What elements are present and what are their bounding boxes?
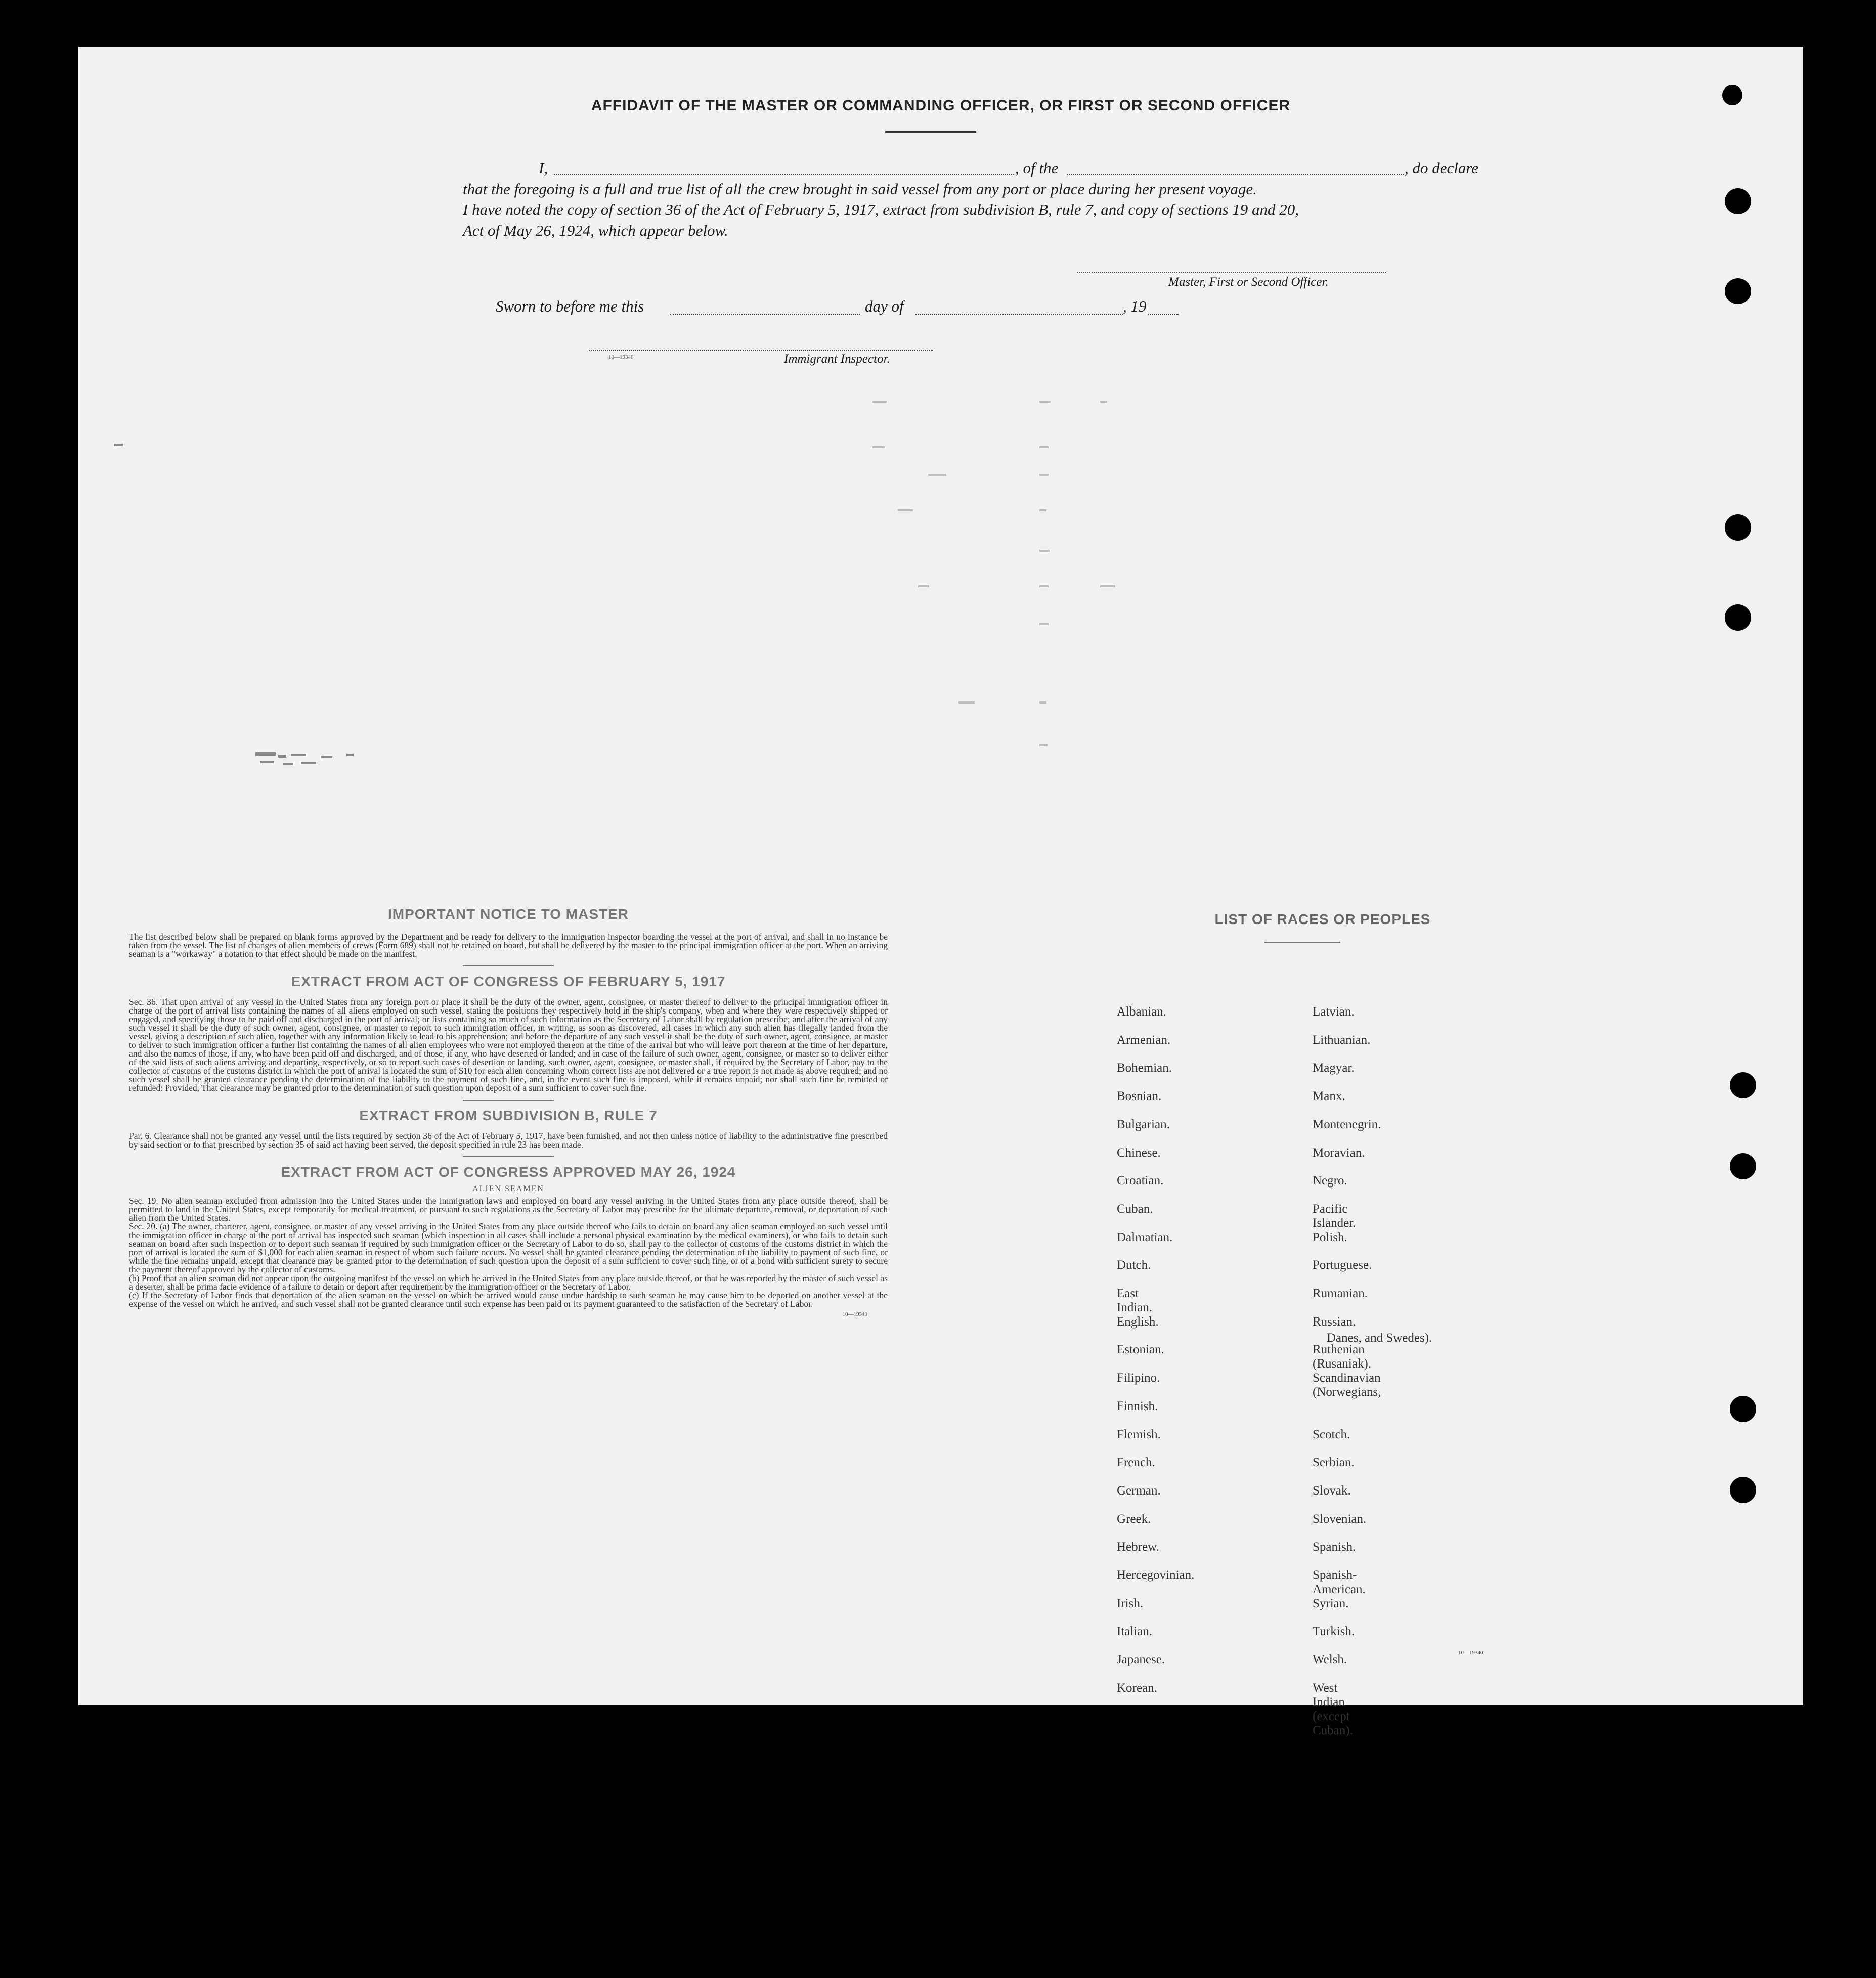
race-item: Lithuanian. [1313, 1033, 1371, 1047]
races-form-code: 10—19340 [1458, 1650, 1484, 1656]
race-item: Scotch. [1313, 1428, 1350, 1441]
divider [463, 1156, 554, 1157]
race-item: Italian. [1117, 1624, 1153, 1638]
race-item: French. [1117, 1456, 1155, 1469]
race-item: Croatian. [1117, 1174, 1164, 1188]
race-item: Pacific Islander. [1313, 1202, 1356, 1230]
affidavit-line-4: Act of May 26, 1924, which appear below. [463, 222, 728, 239]
form-page [78, 47, 1803, 1737]
race-item: Polish. [1313, 1230, 1347, 1244]
inspector-label: Immigrant Inspector. [784, 352, 890, 366]
binder-hole [1725, 188, 1751, 214]
sworn-day-of: day of [865, 297, 904, 315]
race-item: Bosnian. [1117, 1089, 1162, 1103]
race-item: Latvian. [1313, 1005, 1355, 1019]
race-item: Bohemian. [1117, 1061, 1172, 1075]
sworn-prefix: Sworn to before me this [496, 297, 644, 315]
extract-rule7-title: EXTRACT FROM SUBDIVISION B, RULE 7 [359, 1108, 658, 1123]
race-item: Scandinavian (Norwegians, [1313, 1371, 1381, 1399]
races-rule [1264, 942, 1340, 943]
affidavit-line-2: that the foregoing is a full and true list of all the crew brought in said vessel from any port or place during her present voyage. [463, 180, 1257, 198]
race-item: Spanish-American. [1313, 1568, 1366, 1596]
binder-hole [1730, 1153, 1756, 1179]
binder-hole [1725, 514, 1751, 541]
notice-title: IMPORTANT NOTICE TO MASTER [387, 906, 629, 922]
sec-20b-text: (b) Proof that an alien seaman did not appear upon the outgoing manifest of the vessel on which he arrived in the United States from any place outside thereof, or that he was reported by the master of such vessel as a deserter, shall be prima facie evidence of a failure to detain or deport after requirement by the immigration officer or the Secretary of Labor. [129, 1273, 888, 1292]
race-item: English. [1117, 1315, 1159, 1329]
sec-20a-text: Sec. 20. (a) The owner, charterer, agent, consignee, or master of any vessel arriving in the United States from any place outside thereof who fails to detain on board any alien seaman employed on such vessel until the immigration officer in charge at the port of arrival has inspected such seaman (which inspection in all cases shall include a personal physical examination by the medical examiners), or who fails to detain such seaman on board after such inspection or to deport such seaman if required by such immigration officer or the Secretary of Labor to do so, shall pay to the collector of customs of the customs district in which the port of arrival is located the sum of $1,000 for each alien seaman in respect of whom such failure occurs. No vessel shall be granted clearance pending the determination of the liability to payment of such fine, or while the fine remains unpaid, except that clearance may be granted prior to the determination of such question upon the deposit of a sum sufficient to cover such fine, or of a bond with sufficient surety to secure the payment thereof approved by the collector of customs. [129, 1221, 888, 1274]
affidavit-form-code: 10—19340 [608, 354, 634, 360]
extract-1917-title: EXTRACT FROM ACT OF CONGRESS OF FEBRUARY 5, 1917 [291, 974, 726, 989]
race-item: Syrian. [1313, 1597, 1349, 1610]
race-item: Magyar. [1313, 1061, 1355, 1075]
race-item: Welsh. [1313, 1653, 1347, 1666]
race-item: Finnish. [1117, 1399, 1158, 1413]
bleed-through-marks [78, 47, 1803, 856]
race-item: Dutch. [1117, 1258, 1151, 1272]
race-item: Slovak. [1313, 1484, 1351, 1498]
race-item-scandinavian-cont: Danes, and Swedes). [1327, 1331, 1432, 1345]
races-title: LIST OF RACES OR PEOPLES [1214, 911, 1431, 927]
race-item: Hercegovinian. [1117, 1568, 1195, 1582]
affidavit-i: I, [539, 159, 548, 177]
race-item: Montenegrin. [1313, 1118, 1381, 1131]
race-item: Dalmatian. [1117, 1230, 1173, 1244]
race-item: Japanese. [1117, 1653, 1165, 1666]
binder-hole [1725, 604, 1751, 631]
race-item: West Indian (except Cuban). [1313, 1681, 1353, 1737]
race-item: Estonian. [1117, 1343, 1164, 1356]
race-item: Spanish. [1313, 1540, 1356, 1554]
race-item: Chinese. [1117, 1146, 1161, 1160]
alien-seamen-subtitle: ALIEN SEAMEN [472, 1184, 544, 1193]
race-item: Flemish. [1117, 1428, 1161, 1441]
sec-20c-text: (c) If the Secretary of Labor finds that deportation of the alien seaman on the vessel on which he arrived would cause undue hardship to such seaman he may cause him to be deported on another vessel at the expense of the vessel on which he arrived, and such vessel shall not be granted clearance until such expense has been paid or its payment guaranteed to the satisfaction of the Secretary of Labor. [129, 1290, 888, 1309]
sec-19-text: Sec. 19. No alien seaman excluded from admission into the United States under the immigration laws and employed on board any vessel arriving in the United States from any place outside thereof, shall be permitted to land in the United States, except temporarily for medical treatment, or pursuant to such regulations as the Secretary of Labor may prescribe for the ultimate departure, removal, or deportation of such alien from the United States. [129, 1196, 888, 1223]
race-item: Ruthenian (Rusaniak). [1313, 1343, 1371, 1371]
race-item: Cuban. [1117, 1202, 1153, 1216]
extract-1924-title: EXTRACT FROM ACT OF CONGRESS APPROVED MAY 26, 1924 [281, 1164, 736, 1180]
race-item: Greek. [1117, 1512, 1151, 1526]
affidavit-title: AFFIDAVIT OF THE MASTER OR COMMANDING OFFICER, OR FIRST OR SECOND OFFICER [591, 97, 1291, 114]
binder-hole [1722, 85, 1742, 105]
race-item: Filipino. [1117, 1371, 1160, 1385]
extract-rule7-text: Par. 6. Clearance shall not be granted any vessel until the lists required by section 36 of the Act of February 5, 1917, have been furnished, and not then unless notice of liability to the administrative fine prescribed by said section or to that prescribed by section 35 of said act having been served, the deposit specified in rule 23 has been made. [129, 1131, 888, 1150]
race-item: Serbian. [1313, 1456, 1355, 1469]
race-item: German. [1117, 1484, 1161, 1498]
divider [463, 1100, 554, 1101]
race-item: Portuguese. [1313, 1258, 1372, 1272]
extract-1917-text: Sec. 36. That upon arrival of any vessel in the United States from any foreign port or place it shall be the duty of the owner, agent, consignee, or master thereof to deliver to the principal immigration officer in charge of the port of arrival lists containing the names of all aliens employed on such vessel, stating the positions they respectively hold in the ship's company, when and where they were respectively shipped or engaged, and specifying those to be paid off and discharged in the port of arrival; or lists containing so much of such information as the Secretary of Labor shall by regulation prescribe; and after the arrival of any such vessel it shall be the duty of such owner, agent, consignee, or master to report to such immigration officer, in writing, as soon as discovered, all cases in which any such alien has illegally landed from the vessel, giving a description of such alien, together with any information likely to lead to his apprehension; and before the departure of any such vessel it shall be the duty of such owner, agent, consignee, or master to deliver to such immigration officer a further list containing the names of all alien employees who were not employed thereon at the time of the arrival but who will leave port thereon at the time of her departure, and also the names of those, if any, who have been paid off and discharged, and of those, if any, who have deserted or landed; and in case of the failure of such owner, agent, consignee, or master so to deliver either of the said lists of such aliens arriving and departing, respectively, or so to report such cases of desertion or landing, such owner, agent, consignee, or master shall, if required by the Secretary of Labor, pay to the collector of customs of the customs district in which the port of arrival is located the sum of $10 for each alien concerning whom correct lists are not delivered or a true report is not made as above required; and no such vessel shall be granted clearance pending the determination of the liability to the payment of such fine, and, in the event such fine is imposed, while it remains unpaid; nor shall such fine be remitted or refunded: Provided, That clearance may be granted prior to the determination of such question upon deposit of a sum sufficient to cover such fine. [129, 997, 888, 1093]
race-item: Negro. [1313, 1174, 1347, 1188]
sworn-year: , 19 [1123, 297, 1147, 315]
race-item: Bulgarian. [1117, 1118, 1170, 1131]
binder-hole [1730, 1477, 1756, 1503]
race-item: Irish. [1117, 1597, 1144, 1610]
race-item: Rumanian. [1313, 1287, 1368, 1300]
notice-text: The list described below shall be prepared on blank forms approved by the Department and be ready for delivery to the immigration inspector boarding the vessel at the port of arrival, and shall in no instance be taken from the vessel. The list of changes of alien members of crews (Form 689) shall not be retained on board, but shall be delivered by the master to the principal immigration officer at the port. When an arriving seaman is a "workaway" a notation to that effect should be made on the manifest. [129, 932, 888, 959]
race-item: Korean. [1117, 1681, 1157, 1695]
notice-column [129, 906, 888, 1317]
race-item: Manx. [1313, 1089, 1345, 1103]
race-item: East Indian. [1117, 1287, 1153, 1314]
binder-hole [1730, 1396, 1756, 1422]
affidavit-line-3: I have noted the copy of section 36 of the Act of February 5, 1917, extract from subdivision B, rule 7, and copy of sections 19 and 20, [463, 201, 1299, 218]
race-item: Armenian. [1117, 1033, 1171, 1047]
race-item: Albanian. [1117, 1005, 1166, 1019]
race-item: Russian. [1313, 1315, 1356, 1329]
binder-hole [1730, 1072, 1756, 1098]
affidavit-of-the: , of the [1015, 159, 1059, 177]
race-item: Moravian. [1313, 1146, 1365, 1160]
race-item: Turkish. [1313, 1624, 1355, 1638]
divider [463, 965, 554, 966]
race-item: Hebrew. [1117, 1540, 1159, 1554]
binder-hole [1725, 278, 1751, 304]
affidavit-do-declare: , do declare [1405, 159, 1479, 177]
extract-form-code: 10—19340 [842, 1311, 867, 1317]
race-item: Slovenian. [1313, 1512, 1367, 1526]
signature-label: Master, First or Second Officer. [1168, 275, 1329, 289]
